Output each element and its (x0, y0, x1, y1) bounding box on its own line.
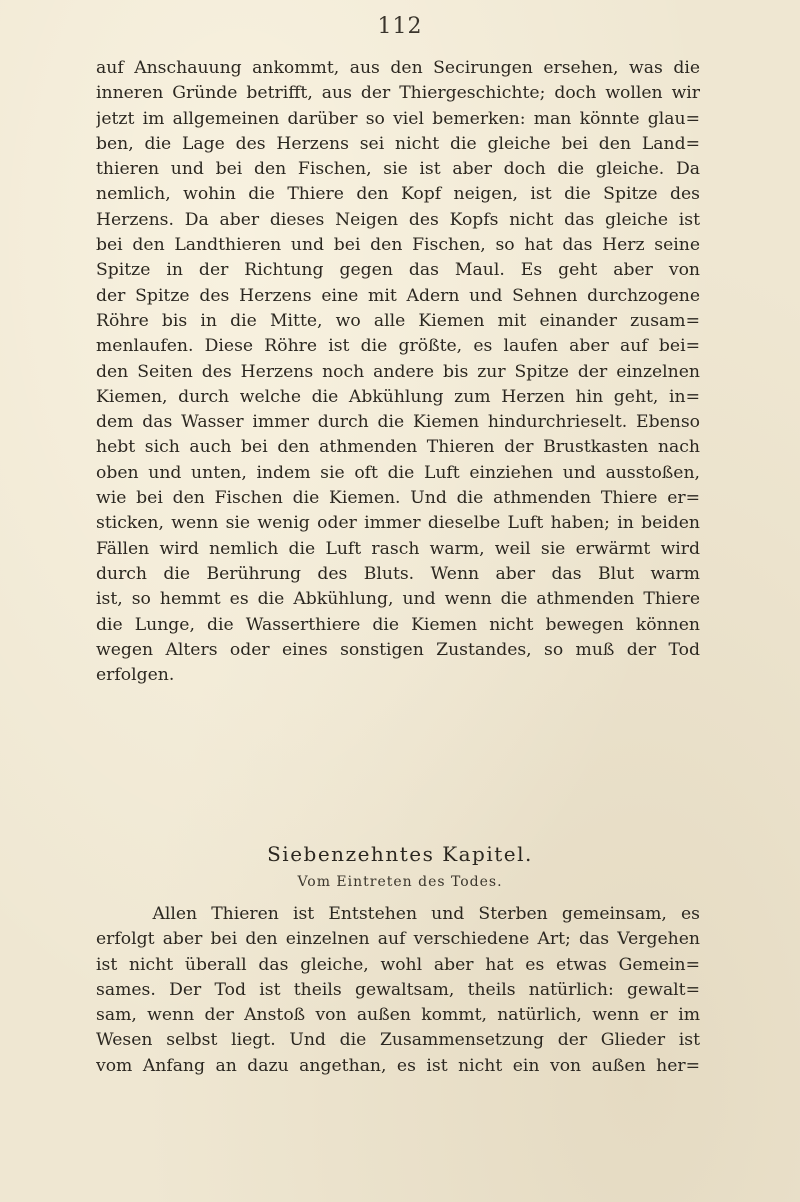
text-line: Herzens. Da aber dieses Neigen des Kopfs nicht das gleiche ist (96, 209, 700, 230)
text-line: die Lunge, die Wasserthiere die Kiemen nicht bewegen können (96, 614, 700, 635)
text-line: hebt sich auch bei den athmenden Thieren der Brustkasten nach (96, 437, 700, 458)
body-paragraph-1 (96, 56, 700, 688)
text-line: oben und unten, indem sie oft die Luft einziehen und ausstoßen, (96, 462, 700, 483)
text-line: wegen Alters oder eines sonstigen Zustandes, so muß der Tod (96, 639, 700, 660)
text-line: der Spitze des Herzens eine mit Adern und Sehnen durchzogene (96, 285, 700, 306)
text-line: den Seiten des Herzens noch andere bis zur Spitze der einzelnen (96, 361, 700, 382)
text-line: sam, wenn der Anstoß von außen kommt, natürlich, wenn er im (96, 1005, 700, 1026)
text-line: sticken, wenn sie wenig oder immer dieselbe Luft haben; in beiden (96, 513, 700, 534)
text-line: bei den Landthieren und bei den Fischen, so hat das Herz seine (96, 235, 700, 256)
body-paragraph-2 (96, 902, 700, 1079)
text-line: durch die Berührung des Bluts. Wenn aber das Blut warm (96, 563, 700, 584)
text-line: Spitze in der Richtung gegen das Maul. Es geht aber von (96, 260, 700, 281)
text-line: wie bei den Fischen die Kiemen. Und die athmenden Thiere er= (96, 488, 700, 509)
text-line: erfolgen. (96, 665, 175, 686)
text-line: Fällen wird nemlich die Luft rasch warm, weil sie erwärmt wird (96, 538, 700, 559)
text-line: thieren und bei den Fischen, sie ist aber doch die gleiche. Da (96, 159, 700, 180)
text-line: vom Anfang an dazu angethan, es ist nicht ein von außen her= (96, 1055, 700, 1076)
text-line: ist, so hemmt es die Abkühlung, und wenn die athmenden Thiere (96, 589, 700, 610)
text-line: inneren Gründe betrifft, aus der Thiergeschichte; doch wollen wir (96, 83, 700, 104)
chapter-title: Siebenzehntes Kapitel. (267, 842, 533, 866)
text-line: ist nicht überall das gleiche, wohl aber hat es etwas Gemein= (96, 954, 700, 975)
text-line: menlaufen. Diese Röhre ist die größte, es laufen aber auf bei= (96, 336, 700, 357)
chapter-subtitle: Vom Eintreten des Todes. (297, 874, 503, 890)
text-line: Röhre bis in die Mitte, wo alle Kiemen mit einander zusam= (96, 310, 700, 331)
text-line: Allen Thieren ist Entstehen und Sterben gemeinsam, es (96, 904, 700, 924)
text-line: Kiemen, durch welche die Abkühlung zum Herzen hin geht, in= (96, 386, 700, 407)
text-line: jetzt im allgemeinen darüber so viel bemerken: man könnte glau= (96, 108, 700, 129)
text-line: auf Anschauung ankommt, aus den Secirungen ersehen, was die (96, 58, 700, 78)
text-line: ben, die Lage des Herzens sei nicht die gleiche bei den Land= (96, 133, 700, 154)
text-line: erfolgt aber bei den einzelnen auf verschiedene Art; das Vergehen (96, 929, 700, 950)
text-line: nemlich, wohin die Thiere den Kopf neigen, ist die Spitze des (96, 184, 700, 205)
text-line: dem das Wasser immer durch die Kiemen hindurchrieselt. Ebenso (96, 412, 700, 433)
page-number: 112 (377, 14, 423, 39)
text-line: sames. Der Tod ist theils gewaltsam, theils natürlich: gewalt= (96, 979, 700, 1000)
text-line: Wesen selbst liegt. Und die Zusammensetzung der Glieder ist (96, 1030, 700, 1051)
